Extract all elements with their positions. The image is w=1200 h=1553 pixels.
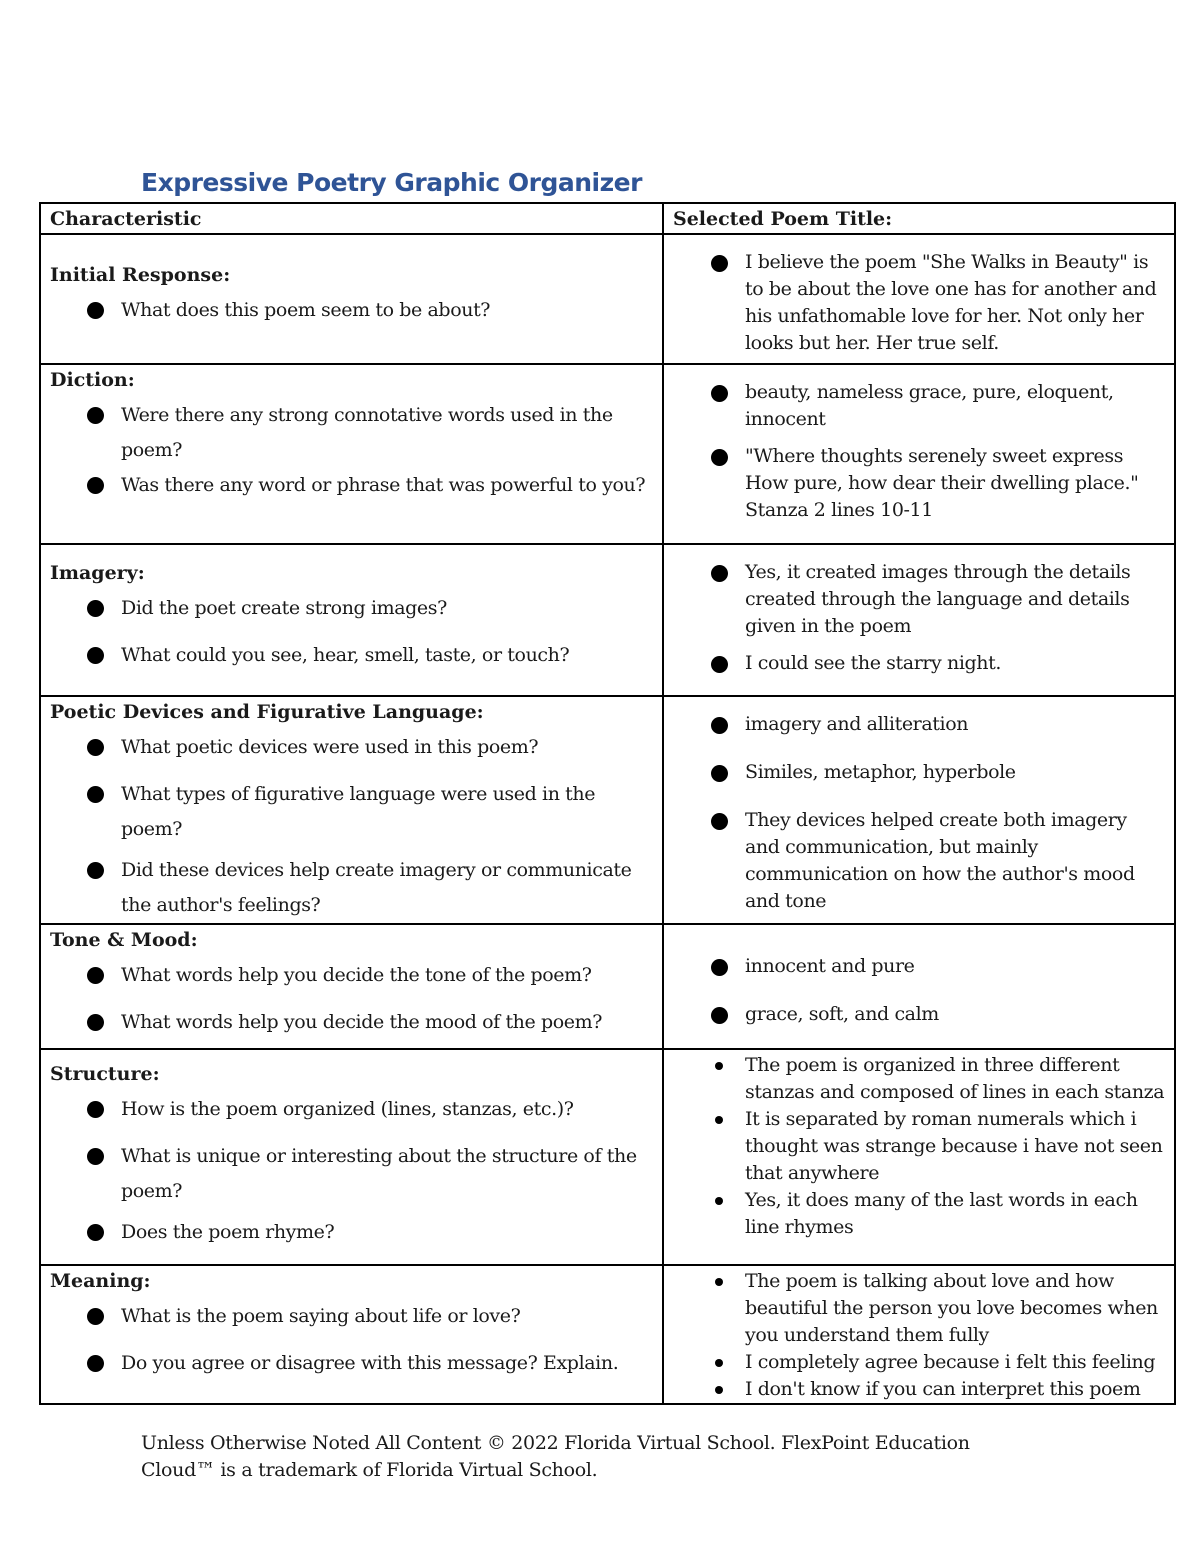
- question-item: What types of figurative language were used in the poem?: [50, 777, 654, 847]
- row-structure: [40, 1049, 1175, 1265]
- question-item: What is the poem saying about life or love?: [50, 1299, 654, 1334]
- question-item: What does this poem seem to be about?: [50, 293, 654, 328]
- header-poem-title: Selected Poem Title:: [663, 203, 1175, 234]
- question-item: What words help you decide the tone of the poem?: [50, 958, 654, 993]
- row-label: Diction:: [50, 369, 135, 391]
- page-title: Expressive Poetry Graphic Organizer: [141, 168, 642, 197]
- answer-item: Yes, it does many of the last words in each line rhymes: [673, 1187, 1166, 1241]
- question-item: How is the poem organized (lines, stanzas, etc.)?: [50, 1092, 654, 1127]
- header-characteristic: Characteristic: [40, 203, 663, 234]
- question-item: Was there any word or phrase that was powerful to you?: [50, 468, 654, 503]
- organizer-table: [39, 202, 1176, 1405]
- row-label: Tone & Mood:: [50, 929, 198, 951]
- question-item: What is unique or interesting about the structure of the poem?: [50, 1139, 654, 1209]
- answer-item: I could see the starry night.: [673, 650, 1166, 677]
- row-tone-mood: [40, 924, 1175, 1049]
- row-label: Poetic Devices and Figurative Language:: [50, 701, 484, 723]
- answer-item: I completely agree because i felt this feeling: [673, 1349, 1166, 1376]
- row-initial-response: [40, 234, 1175, 364]
- row-label: Meaning:: [50, 1270, 151, 1292]
- question-item: Did the poet create strong images?: [50, 591, 654, 626]
- row-poetic-devices: [40, 696, 1175, 924]
- answer-item: grace, soft, and calm: [673, 1001, 1166, 1028]
- answer-item: I don't know if you can interpret this poem: [673, 1376, 1166, 1403]
- row-diction: [40, 364, 1175, 544]
- question-item: Do you agree or disagree with this message? Explain.: [50, 1346, 654, 1381]
- answer-item: beauty, nameless grace, pure, eloquent, innocent: [673, 379, 1166, 433]
- question-item: What words help you decide the mood of the poem?: [50, 1005, 654, 1040]
- question-item: Were there any strong connotative words used in the poem?: [50, 398, 654, 468]
- row-label: Imagery:: [50, 562, 145, 584]
- answer-item: I believe the poem "She Walks in Beauty" is to be about the love one has for another and his unfathomable love for her. Not only her looks but her. Her true self.: [673, 249, 1166, 357]
- answer-item: The poem is organized in three different stanzas and composed of lines in each stanza: [673, 1052, 1166, 1106]
- question-item: Did these devices help create imagery or communicate the author's feelings?: [50, 853, 654, 923]
- answer-item: They devices helped create both imagery and communication, but mainly communication on how the author's mood and tone: [673, 807, 1166, 915]
- row-label: Structure:: [50, 1063, 160, 1085]
- answer-item: innocent and pure: [673, 953, 1166, 980]
- answer-item: "Where thoughts serenely sweet express How pure, how dear their dwelling place." Stanza 2 lines 10-11: [673, 443, 1166, 524]
- answer-item: Similes, metaphor, hyperbole: [673, 759, 1166, 786]
- question-item: What poetic devices were used in this poem?: [50, 730, 654, 765]
- answer-item: It is separated by roman numerals which i thought was strange because i have not seen that anywhere: [673, 1106, 1166, 1187]
- row-imagery: [40, 544, 1175, 696]
- copyright-footer: Unless Otherwise Noted All Content © 2022 Florida Virtual School. FlexPoint Education Cloud™ is a trademark of Florida Virtual School.: [141, 1432, 970, 1481]
- question-item: What could you see, hear, smell, taste, or touch?: [50, 638, 654, 673]
- answer-item: Yes, it created images through the details created through the language and details given in the poem: [673, 559, 1166, 640]
- header-row: [40, 203, 1175, 234]
- row-label: Initial Response:: [50, 264, 231, 286]
- question-item: Does the poem rhyme?: [50, 1215, 654, 1250]
- answer-item: imagery and alliteration: [673, 711, 1166, 738]
- row-meaning: [40, 1265, 1175, 1404]
- answer-item: The poem is talking about love and how beautiful the person you love becomes when you understand them fully: [673, 1268, 1166, 1349]
